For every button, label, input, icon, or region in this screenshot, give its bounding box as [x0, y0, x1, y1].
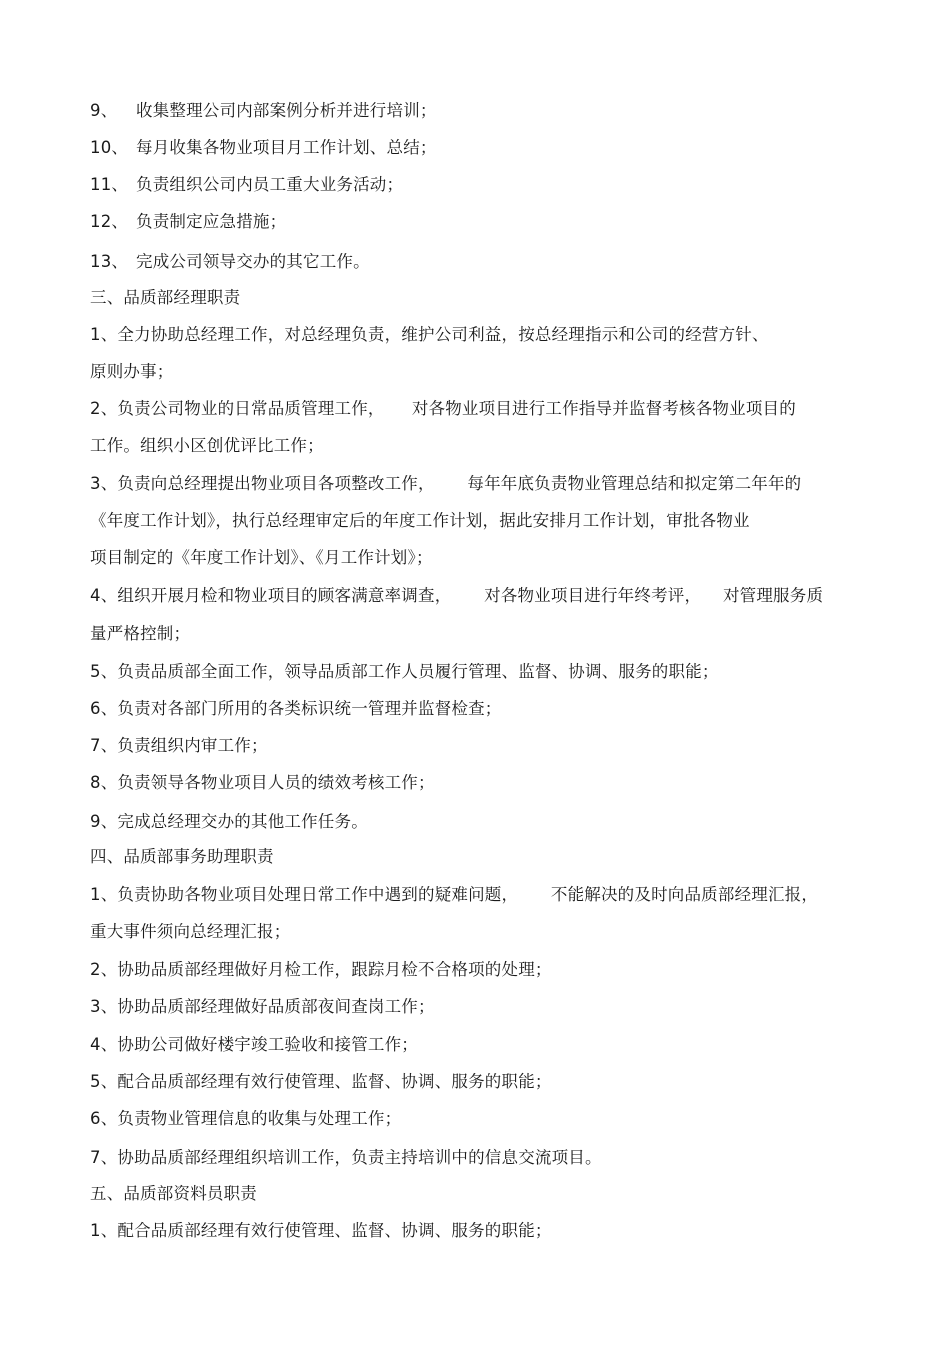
paragraph-line: 7、负责组织内审工作；	[90, 736, 268, 755]
item-number: 9、	[90, 101, 118, 120]
item-text: 收集整理公司内部案例分析并进行培训；	[136, 101, 437, 120]
list-item	[90, 252, 370, 272]
list-item	[90, 175, 403, 195]
paragraph-line: 7、协助品质部经理组织培训工作，负责主持培训中的信息交流项目。	[90, 1148, 602, 1167]
item-number: 10、	[90, 138, 129, 157]
paragraph-line: 5、负责品质部全面工作，领导品质部工作人员履行管理、监督、协调、服务的职能；	[90, 662, 719, 681]
paragraph-line: 9、完成总经理交办的其他工作任务。	[90, 812, 368, 831]
paragraph-line: 6、负责物业管理信息的收集与处理工作；	[90, 1109, 402, 1128]
paragraph-line: 3、负责向总经理提出物业项目各项整改工作， 每年年底负责物业管理总结和拟定第二年年的	[90, 474, 802, 493]
paragraph-line: 3、协助品质部经理做好品质部夜间查岗工作；	[90, 997, 435, 1016]
paragraph-line: 1、负责协助各物业项目处理日常工作中遇到的疑难问题， 不能解决的及时向品质部经理汇报，	[90, 885, 819, 904]
paragraph-line: 2、负责公司物业的日常品质管理工作， 对各物业项目进行工作指导并监督考核各物业项目的	[90, 399, 796, 418]
section-heading: 三、品质部经理职责	[90, 288, 241, 307]
item-number: 13、	[90, 252, 129, 271]
item-text: 负责制定应急措施；	[136, 212, 287, 231]
paragraph-line: 量严格控制；	[90, 624, 191, 643]
paragraph-line: 工作。组织小区创优评比工作；	[90, 436, 324, 455]
paragraph-line: 《年度工作计划》，执行总经理审定后的年度工作计划，据此安排月工作计划，审批各物业	[90, 511, 750, 530]
item-text: 完成公司领导交办的其它工作。	[136, 252, 370, 271]
section-heading: 五、品质部资料员职责	[90, 1184, 257, 1203]
paragraph-line: 1、全力协助总经理工作，对总经理负责，维护公司利益，按总经理指示和公司的经营方针、	[90, 325, 769, 344]
paragraph-line: 5、配合品质部经理有效行使管理、监督、协调、服务的职能；	[90, 1072, 552, 1091]
list-item	[90, 138, 437, 158]
paragraph-line: 6、负责对各部门所用的各类标识统一管理并监督检查；	[90, 699, 502, 718]
item-text: 每月收集各物业项目月工作计划、总结；	[136, 138, 437, 157]
paragraph-line: 8、负责领导各物业项目人员的绩效考核工作；	[90, 773, 435, 792]
paragraph-line: 4、协助公司做好楼宇竣工验收和接管工作；	[90, 1035, 418, 1054]
paragraph-line: 2、协助品质部经理做好月检工作，跟踪月检不合格项的处理；	[90, 960, 552, 979]
item-number: 11、	[90, 175, 129, 194]
list-item	[90, 101, 437, 121]
list-item	[90, 212, 286, 232]
paragraph-line: 4、组织开展月检和物业项目的顾客满意率调查， 对各物业项目进行年终考评， 对管理服务质	[90, 586, 824, 605]
paragraph-line: 原则办事；	[90, 362, 174, 381]
section-heading: 四、品质部事务助理职责	[90, 847, 274, 866]
paragraph-line: 重大事件须向总经理汇报；	[90, 922, 291, 941]
item-text: 负责组织公司内员工重大业务活动；	[136, 175, 404, 194]
item-number: 12、	[90, 212, 129, 231]
paragraph-line: 项目制定的《年度工作计划》、《月工作计划》；	[90, 548, 433, 567]
paragraph-line: 1、配合品质部经理有效行使管理、监督、协调、服务的职能；	[90, 1221, 552, 1240]
